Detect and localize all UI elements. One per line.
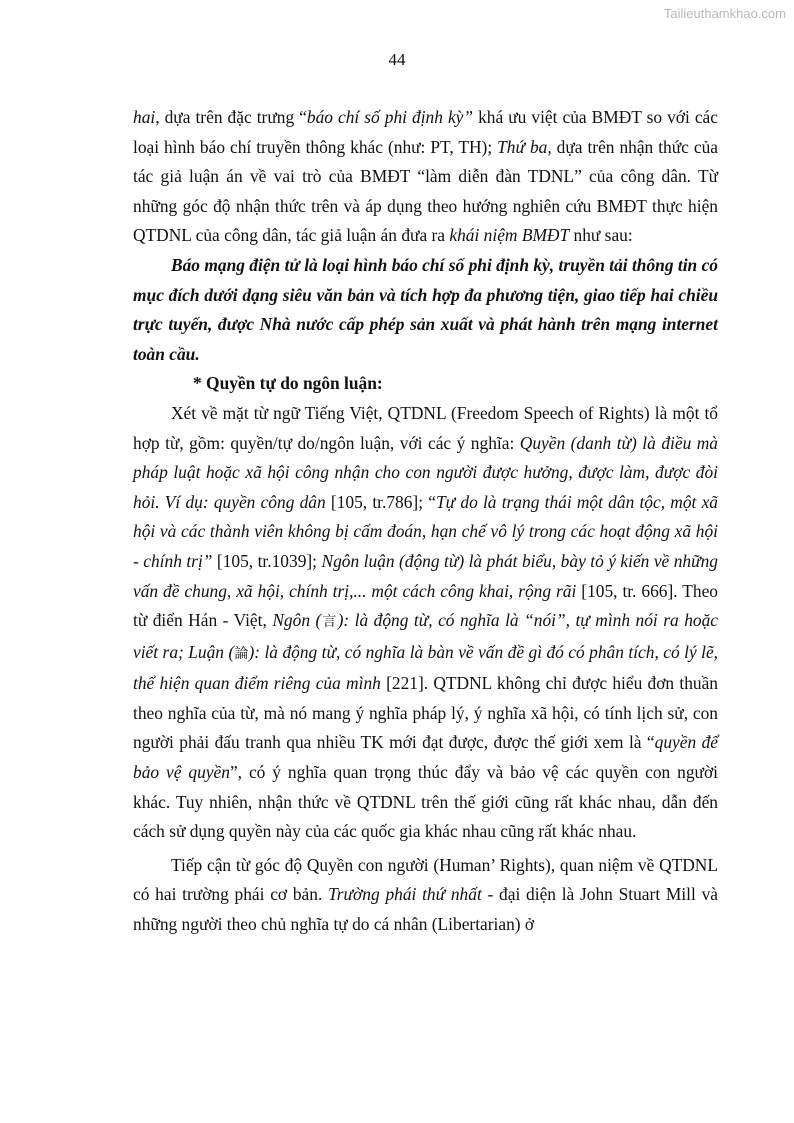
- text-span: [105, tr.1039];: [212, 550, 322, 571]
- text-span: báo chí số phi định kỳ”: [306, 107, 474, 127]
- text-span: [221]. QTDNL không chỉ được hiểu đơn thuần theo nghĩa của từ, mà nó mang ý nghĩa pháp lý, ý nghĩa xã hội, có tính lịch sử, con người phải đấu tranh qua nhiều TK mới đạt được, được thế giới xem là “: [133, 673, 719, 753]
- paragraph-human-rights: [133, 851, 718, 940]
- section-heading: * Quyền tự do ngôn luận:: [193, 373, 383, 394]
- paragraph-intro: [133, 103, 718, 251]
- text-span: Trường phái thứ nhất: [328, 884, 482, 905]
- text-span: Tự do là trạng thái một dân tộc, một xã hội và các thành viên không bị cấm đoán, hạn chế vô lý trong các hoạt động xã hội - chính trị”: [133, 491, 718, 571]
- text-span: [105, tr. 666]. Theo từ điển Hán - Việt,: [133, 580, 718, 631]
- text-span: như sau:: [569, 225, 633, 246]
- text-span: ”, có ý nghĩa quan trọng thúc đẩy và bảo vệ các quyền con người khác. Tuy nhiên, nhận thức về QTDNL trên thế giới cũng rất khác nhau, dẫn đến cách sử dụng quyền này của các quốc gia khác nhau cũng rất khác nhau.: [133, 762, 719, 842]
- text-span: hai: [133, 107, 156, 127]
- text-span: [105, tr.786]; “: [325, 491, 436, 512]
- text-span: ): là động từ, có nghĩa là “nói”, tự mình nói ra hoặc viết ra; Luận (: [133, 610, 719, 662]
- page-number: 44: [388, 50, 406, 69]
- han-character: 言: [321, 614, 338, 631]
- watermark: Tailieuthamkhao.com: [663, 6, 786, 21]
- definition-paragraph: Báo mạng điện tử là loại hình báo chí số phi định kỳ, truyền tải thông tin có mục đích dưới dạng siêu văn bản và tích hợp đa phương tiện, giao tiếp hai chiều trực tuyến, được Nhà nước cấp phép sản xuất và phát hành trên mạng internet toàn cầu.: [133, 254, 718, 364]
- text-span: khái niệm BMĐT: [449, 225, 570, 246]
- text-span: Thứ ba,: [497, 136, 552, 157]
- page-body: [133, 103, 718, 940]
- text-span: - đại diện là John Stuart Mill và những người theo chủ nghĩa tự do cá nhân (Libertarian) ở: [133, 884, 719, 935]
- han-character: 論: [234, 645, 249, 662]
- text-span: Tiếp cận từ góc độ Quyền con người (Human’ Rights), quan niệm về QTDNL có hai trường phái cơ bản.: [133, 854, 718, 905]
- text-span: Xét về mặt từ ngữ Tiếng Việt, QTDNL (Freedom Speech of Rights) là một tổ hợp từ, gồm: quyền/tự do/ngôn luận, với các ý nghĩa:: [133, 402, 718, 453]
- text-span: Quyền (danh từ) là điều mà pháp luật hoặc xã hội công nhận cho con người được hưởng, được làm, được đòi hỏi. Ví dụ: quyền công dân: [133, 432, 719, 512]
- text-span: dựa trên nhận thức của tác giả luận án về vai trò của BMĐT “làm diễn đàn TDNL” của công dân. Từ những góc độ nhận thức trên và áp dụng theo hướng nghiên cứu BMĐT thực hiện QTDNL của công dân, tác giả luận án đưa ra: [133, 136, 718, 246]
- paragraph-freedom-speech: [133, 399, 718, 847]
- text-span: quyền để bảo vệ quyền: [133, 732, 718, 783]
- text-span: khá ưu việt của BMĐT so với các loại hình báo chí truyền thông khác (như: PT, TH);: [133, 107, 718, 157]
- text-span: ): là động từ, có nghĩa là bàn về vấn đề gì đó có phân tích, có lý lẽ, thể hiện quan điểm riêng của mình: [133, 641, 719, 694]
- text-span: Ngôn luận (động từ) là phát biểu, bày tỏ ý kiến về những vấn đề chung, xã hội, chính trị,... một cách công khai, rộng rãi: [133, 550, 718, 601]
- text-span: Ngôn (: [272, 610, 322, 631]
- text-span: , dựa trên đặc trưng “: [155, 107, 307, 127]
